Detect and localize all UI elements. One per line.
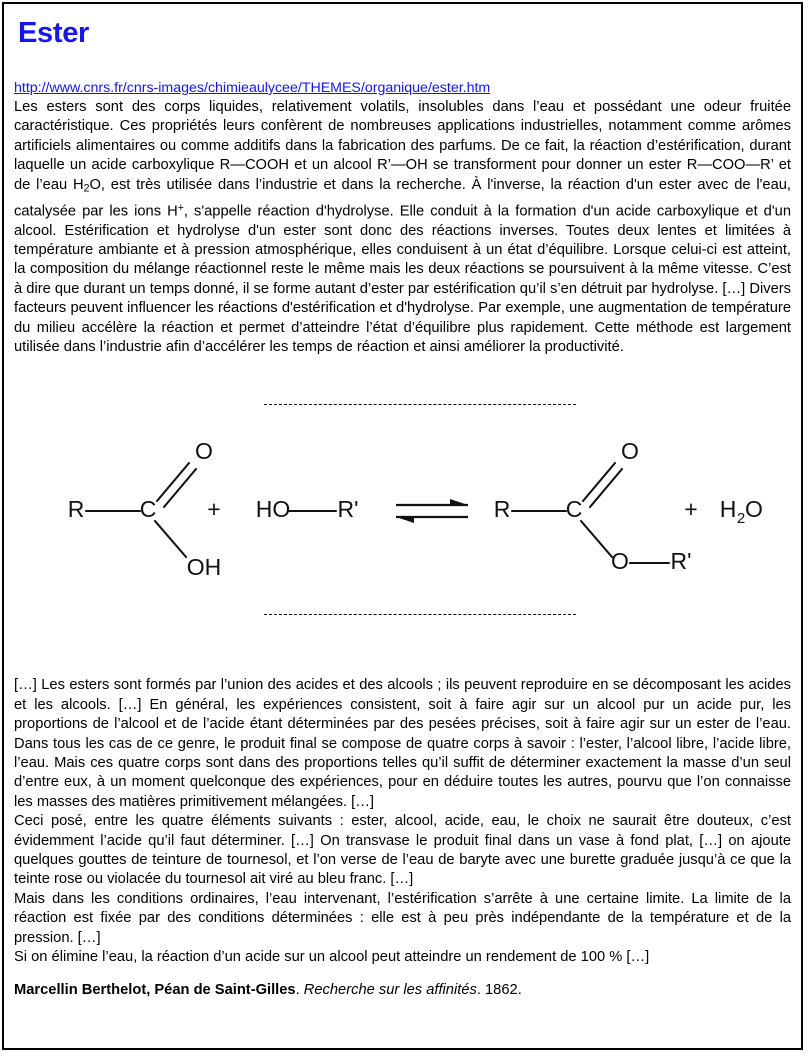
label-acid-carbon: C — [139, 496, 157, 523]
reaction-scheme — [14, 391, 791, 676]
proton-superscript: + — [177, 201, 184, 214]
label-alcohol-r-prime: R' — [337, 496, 359, 523]
label-plus-right: + — [684, 496, 698, 523]
label-plus-left: + — [207, 496, 221, 523]
citation-separator-2: . — [476, 982, 486, 999]
source-url-link[interactable]: http://www.cnrs.fr/cnrs-images/chimieaulycee/THEMES/organique/ester.htm — [14, 80, 491, 96]
water-subscript: 2 — [83, 182, 90, 195]
label-acid-hydroxyl: OH — [186, 554, 222, 581]
equilibrium-arrow-forward-head — [450, 499, 468, 505]
citation-separator-1: . — [295, 982, 304, 999]
label-water-oxygen: O — [745, 496, 763, 523]
label-alcohol-hydroxyl: HO — [255, 496, 291, 523]
citation-authors: Marcellin Berthelot, Péan de Saint-Gilles — [14, 982, 296, 999]
quote-paragraph-4: Si on élimine l’eau, la réaction d’un acide sur un alcool peut atteindre un rendement de 100 % […] — [14, 949, 650, 966]
label-ester-r-group: R — [493, 496, 511, 523]
intro-text-part-b: O, est très utilisée dans l’industrie et dans la recherche. À l'inverse, la réaction d'un ester avec de l'eau, catalysée par les ions H — [14, 176, 791, 220]
label-water-subscript: 2 — [736, 510, 746, 528]
page-content — [4, 4, 801, 1001]
quote-paragraph-1: […] Les esters sont formés par l’union des acides et des alcools ; ils peuvent reproduire en se décomposant les acides et les alcools. […] En général, les expériences consistent, soit à faire agir sur un alcool pur un acide pur, les proportions de l’alcool et de l’acide étant déterminées par des pesées précises, soit à faire agir sur un ester de l’eau. Dans tous les cas de ce genre, le produit final se compose de quatre corps à savoir : l’ester, l’alcool libre, l’acide libre, l’eau. Mais ces quatre corps sont dans des proportions telles qu’il suffit de déterminer exactement la masse d’un seul d’entre eux, à un moment quelconque des expériences, pour en déduire toutes les autres, pourvu que l’on connaisse les masses des matières primitivement mélangées. […] — [14, 677, 791, 810]
label-acid-carbonyl-oxygen: O — [195, 438, 213, 465]
intro-paragraph — [14, 98, 791, 357]
document-page — [2, 2, 803, 1050]
label-ester-carbon: C — [565, 496, 583, 523]
intro-text-part-a: Les esters sont des corps liquides, relativement volatils, insolubles dans l’eau et possédant une odeur fruitée caractéristique. Ces propriétés leurs confèrent de nombreuses applications industrielles, notamment comme arômes artificiels alimentaires ou comme additifs dans la fabrication des parfums. De ce fait, la réaction d’estérification, durant laquelle un acide carboxylique R—COOH et un alcool R’—OH se transforment pour donner un ester R—COO—R’ et de l’eau H — [14, 99, 791, 193]
citation-year: 1862. — [485, 982, 522, 999]
page-title: Ester — [18, 17, 90, 49]
quote-paragraph-2: Ceci posé, entre les quatre éléments suivants : ester, alcool, acide, eau, le choix ne saurait être douteux, c’est évidemment l’acide qu’il faut déterminer. […] On transvase le produit final dans un vase à fond plat, […] on ajoute quelques gouttes de teinture de tournesol, et l’on verse de l’eau de baryte avec une burette graduée jusqu’à ce que la teinte rose ou violacée du tournesol ait viré au bleu franc. […] — [14, 813, 791, 888]
label-ester-oxygen: O — [611, 548, 629, 575]
label-acid-r-group: R — [67, 496, 85, 523]
bond-carbon-to-ester-oxygen — [581, 521, 612, 557]
label-ester-carbonyl-oxygen: O — [621, 438, 639, 465]
equilibrium-arrow-icon — [396, 499, 468, 523]
label-ester-r-prime: R' — [670, 548, 692, 575]
quote-paragraph-3: Mais dans les conditions ordinaires, l’eau intervenant, l’estérification s’arrête à une certaine limite. La limite de la réaction est fixée par des conditions déterminées : elle est à peu près indépendante de la température et de la pression. […] — [14, 890, 791, 946]
bond-carbon-to-hydroxyl-acid — [155, 521, 186, 557]
citation-work-title: Recherche sur les affinités — [303, 982, 477, 999]
reaction-equation-graphic — [14, 391, 795, 676]
label-water-hydrogen: H — [719, 496, 737, 523]
intro-text-part-c: , s'appelle réaction d'hydrolyse. Elle conduit à la formation d'un acide carboxylique et d'un alcool. Estérification et hydrolyse d'un ester sont donc des réactions inverses. Toutes deux lentes et limitées à température ambiante et à pression atmosphérique, elles conduisent à un état d’équilibre. Lorsque celui-ci est atteint, la composition du mélange réactionnel reste le même mais les deux réactions se poursuivent à la même vitesse. C’est à dire que durant un temps donné, il se forme autant d’ester par estérification qu’il s’en détruit par hydrolyse. […] Divers facteurs peuvent influencer les réactions d'estérification et d'hydrolyse. Par exemple, une augmentation de température du milieu accélère la réaction et permet d’atteindre l’état d’équilibre plus rapidement. Cette méthode est largement utilisée dans l’industrie afin d’accélérer les temps de réaction et ainsi améliorer la productivité. — [14, 203, 791, 355]
citation — [14, 981, 791, 1000]
